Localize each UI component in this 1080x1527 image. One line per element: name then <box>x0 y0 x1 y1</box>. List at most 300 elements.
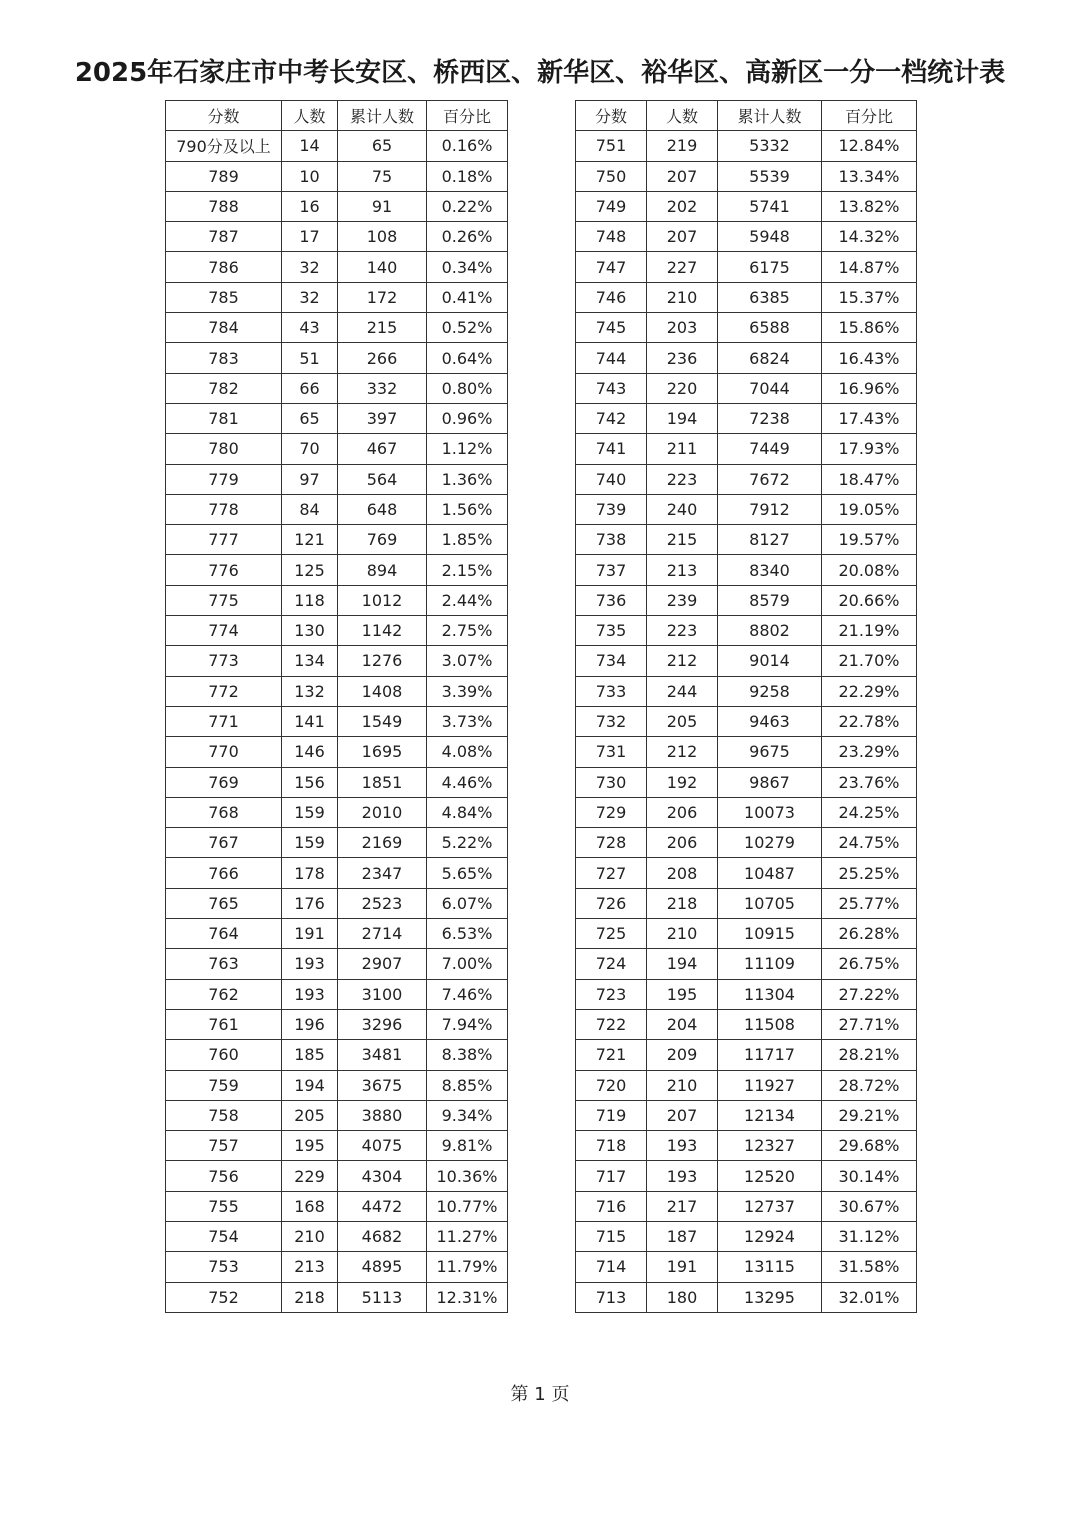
column-header-percent: 百分比 <box>427 101 508 131</box>
cell-score: 781 <box>166 403 282 433</box>
cell-cumulative: 8340 <box>718 555 822 585</box>
cell-score: 752 <box>166 1282 282 1312</box>
cell-score: 757 <box>166 1131 282 1161</box>
cell-count: 10 <box>282 161 338 191</box>
cell-count: 202 <box>647 191 718 221</box>
cell-score: 770 <box>166 737 282 767</box>
cell-percent: 21.70% <box>822 646 917 676</box>
cell-count: 212 <box>647 737 718 767</box>
cell-percent: 14.87% <box>822 252 917 282</box>
table-row <box>166 403 508 433</box>
cell-count: 146 <box>282 737 338 767</box>
cell-score: 749 <box>576 191 647 221</box>
cell-count: 193 <box>282 979 338 1009</box>
table-row <box>166 1252 508 1282</box>
cell-score: 766 <box>166 858 282 888</box>
cell-count: 121 <box>282 525 338 555</box>
cell-score: 733 <box>576 676 647 706</box>
cell-count: 229 <box>282 1161 338 1191</box>
cell-cumulative: 215 <box>338 313 427 343</box>
cell-percent: 9.81% <box>427 1131 508 1161</box>
cell-count: 212 <box>647 646 718 676</box>
cell-percent: 12.31% <box>427 1282 508 1312</box>
cell-score: 746 <box>576 282 647 312</box>
table-row <box>166 706 508 736</box>
cell-cumulative: 8579 <box>718 585 822 615</box>
cell-count: 239 <box>647 585 718 615</box>
cell-count: 227 <box>647 252 718 282</box>
table-row <box>166 919 508 949</box>
table-row <box>576 737 917 767</box>
column-header-cumulative: 累计人数 <box>338 101 427 131</box>
cell-count: 134 <box>282 646 338 676</box>
cell-cumulative: 2169 <box>338 828 427 858</box>
table-row <box>166 464 508 494</box>
table-row <box>166 161 508 191</box>
cell-percent: 1.36% <box>427 464 508 494</box>
cell-count: 218 <box>282 1282 338 1312</box>
table-body-right <box>576 131 917 1313</box>
score-table-right <box>575 100 917 1313</box>
cell-cumulative: 467 <box>338 434 427 464</box>
cell-cumulative: 13295 <box>718 1282 822 1312</box>
table-row <box>576 1009 917 1039</box>
cell-score: 780 <box>166 434 282 464</box>
cell-percent: 6.53% <box>427 919 508 949</box>
cell-score: 758 <box>166 1100 282 1130</box>
cell-percent: 28.21% <box>822 1040 917 1070</box>
cell-score: 787 <box>166 222 282 252</box>
table-row <box>166 343 508 373</box>
cell-percent: 6.07% <box>427 888 508 918</box>
cell-score: 790分及以上 <box>166 131 282 161</box>
table-row <box>576 706 917 736</box>
cell-cumulative: 7238 <box>718 403 822 433</box>
cell-count: 219 <box>647 131 718 161</box>
cell-score: 742 <box>576 403 647 433</box>
table-row <box>576 434 917 464</box>
cell-score: 734 <box>576 646 647 676</box>
table-row <box>166 1221 508 1251</box>
cell-cumulative: 7044 <box>718 373 822 403</box>
cell-percent: 15.37% <box>822 282 917 312</box>
cell-count: 32 <box>282 252 338 282</box>
cell-count: 168 <box>282 1191 338 1221</box>
cell-count: 70 <box>282 434 338 464</box>
cell-percent: 26.28% <box>822 919 917 949</box>
cell-score: 751 <box>576 131 647 161</box>
table-row <box>166 979 508 1009</box>
cell-cumulative: 12924 <box>718 1221 822 1251</box>
cell-count: 176 <box>282 888 338 918</box>
table-row <box>166 616 508 646</box>
cell-count: 32 <box>282 282 338 312</box>
cell-count: 236 <box>647 343 718 373</box>
cell-score: 783 <box>166 343 282 373</box>
cell-cumulative: 2523 <box>338 888 427 918</box>
cell-percent: 21.19% <box>822 616 917 646</box>
table-row <box>576 828 917 858</box>
table-row <box>576 949 917 979</box>
table-row <box>576 888 917 918</box>
cell-score: 765 <box>166 888 282 918</box>
cell-count: 204 <box>647 1009 718 1039</box>
cell-score: 748 <box>576 222 647 252</box>
cell-cumulative: 769 <box>338 525 427 555</box>
table-row <box>576 1161 917 1191</box>
cell-count: 223 <box>647 616 718 646</box>
table-row <box>166 252 508 282</box>
cell-percent: 8.38% <box>427 1040 508 1070</box>
cell-cumulative: 3880 <box>338 1100 427 1130</box>
cell-percent: 28.72% <box>822 1070 917 1100</box>
cell-score: 764 <box>166 919 282 949</box>
cell-cumulative: 2714 <box>338 919 427 949</box>
table-row <box>166 585 508 615</box>
table-row <box>576 858 917 888</box>
cell-cumulative: 4895 <box>338 1252 427 1282</box>
cell-score: 776 <box>166 555 282 585</box>
cell-score: 715 <box>576 1221 647 1251</box>
cell-cumulative: 1142 <box>338 616 427 646</box>
cell-count: 191 <box>647 1252 718 1282</box>
cell-score: 777 <box>166 525 282 555</box>
cell-percent: 11.79% <box>427 1252 508 1282</box>
cell-cumulative: 10487 <box>718 858 822 888</box>
cell-percent: 11.27% <box>427 1221 508 1251</box>
cell-count: 240 <box>647 494 718 524</box>
cell-percent: 4.84% <box>427 797 508 827</box>
cell-score: 738 <box>576 525 647 555</box>
cell-count: 65 <box>282 403 338 433</box>
cell-percent: 5.65% <box>427 858 508 888</box>
cell-cumulative: 1012 <box>338 585 427 615</box>
cell-score: 763 <box>166 949 282 979</box>
cell-cumulative: 12134 <box>718 1100 822 1130</box>
table-row <box>576 919 917 949</box>
cell-percent: 20.08% <box>822 555 917 585</box>
cell-score: 743 <box>576 373 647 403</box>
cell-count: 205 <box>282 1100 338 1130</box>
cell-cumulative: 9867 <box>718 767 822 797</box>
cell-percent: 7.00% <box>427 949 508 979</box>
cell-score: 725 <box>576 919 647 949</box>
cell-count: 193 <box>282 949 338 979</box>
cell-percent: 7.94% <box>427 1009 508 1039</box>
cell-percent: 13.34% <box>822 161 917 191</box>
cell-cumulative: 266 <box>338 343 427 373</box>
cell-count: 217 <box>647 1191 718 1221</box>
column-header-score: 分数 <box>576 101 647 131</box>
table-row <box>166 1161 508 1191</box>
cell-percent: 7.46% <box>427 979 508 1009</box>
cell-count: 210 <box>647 282 718 312</box>
cell-percent: 8.85% <box>427 1070 508 1100</box>
cell-cumulative: 9014 <box>718 646 822 676</box>
cell-score: 731 <box>576 737 647 767</box>
cell-percent: 24.75% <box>822 828 917 858</box>
cell-count: 156 <box>282 767 338 797</box>
cell-percent: 30.14% <box>822 1161 917 1191</box>
cell-cumulative: 10073 <box>718 797 822 827</box>
cell-count: 207 <box>647 161 718 191</box>
cell-cumulative: 12327 <box>718 1131 822 1161</box>
cell-percent: 31.12% <box>822 1221 917 1251</box>
cell-score: 775 <box>166 585 282 615</box>
cell-count: 130 <box>282 616 338 646</box>
table-row <box>576 131 917 161</box>
cell-percent: 0.96% <box>427 403 508 433</box>
cell-score: 729 <box>576 797 647 827</box>
cell-count: 191 <box>282 919 338 949</box>
cell-percent: 1.12% <box>427 434 508 464</box>
cell-score: 762 <box>166 979 282 1009</box>
cell-score: 717 <box>576 1161 647 1191</box>
cell-cumulative: 65 <box>338 131 427 161</box>
table-row <box>166 1070 508 1100</box>
cell-score: 771 <box>166 706 282 736</box>
cell-percent: 17.93% <box>822 434 917 464</box>
cell-count: 66 <box>282 373 338 403</box>
cell-cumulative: 9258 <box>718 676 822 706</box>
cell-cumulative: 3481 <box>338 1040 427 1070</box>
cell-count: 205 <box>647 706 718 736</box>
column-header-percent: 百分比 <box>822 101 917 131</box>
cell-cumulative: 11717 <box>718 1040 822 1070</box>
cell-percent: 10.36% <box>427 1161 508 1191</box>
cell-percent: 4.46% <box>427 767 508 797</box>
cell-count: 125 <box>282 555 338 585</box>
table-row <box>576 555 917 585</box>
cell-count: 207 <box>647 222 718 252</box>
table-row <box>166 525 508 555</box>
table-row <box>576 191 917 221</box>
cell-percent: 12.84% <box>822 131 917 161</box>
table-row <box>576 1191 917 1221</box>
cell-score: 737 <box>576 555 647 585</box>
cell-score: 760 <box>166 1040 282 1070</box>
cell-cumulative: 9675 <box>718 737 822 767</box>
cell-cumulative: 3675 <box>338 1070 427 1100</box>
cell-count: 132 <box>282 676 338 706</box>
cell-score: 750 <box>576 161 647 191</box>
table-row <box>576 403 917 433</box>
cell-score: 735 <box>576 616 647 646</box>
cell-score: 720 <box>576 1070 647 1100</box>
cell-score: 769 <box>166 767 282 797</box>
cell-percent: 23.29% <box>822 737 917 767</box>
table-row <box>166 555 508 585</box>
table-row <box>166 1009 508 1039</box>
cell-cumulative: 332 <box>338 373 427 403</box>
cell-percent: 0.64% <box>427 343 508 373</box>
table-row <box>576 979 917 1009</box>
cell-count: 220 <box>647 373 718 403</box>
cell-score: 723 <box>576 979 647 1009</box>
cell-count: 215 <box>647 525 718 555</box>
cell-score: 716 <box>576 1191 647 1221</box>
cell-percent: 18.47% <box>822 464 917 494</box>
cell-count: 206 <box>647 828 718 858</box>
cell-percent: 2.75% <box>427 616 508 646</box>
cell-score: 724 <box>576 949 647 979</box>
cell-score: 721 <box>576 1040 647 1070</box>
cell-percent: 0.22% <box>427 191 508 221</box>
cell-count: 193 <box>647 1161 718 1191</box>
table-row <box>166 1131 508 1161</box>
cell-cumulative: 4682 <box>338 1221 427 1251</box>
cell-cumulative: 1549 <box>338 706 427 736</box>
cell-cumulative: 6385 <box>718 282 822 312</box>
cell-score: 730 <box>576 767 647 797</box>
cell-cumulative: 11109 <box>718 949 822 979</box>
table-row <box>166 191 508 221</box>
cell-count: 206 <box>647 797 718 827</box>
cell-cumulative: 6588 <box>718 313 822 343</box>
table-row <box>576 1221 917 1251</box>
cell-percent: 16.43% <box>822 343 917 373</box>
cell-cumulative: 7449 <box>718 434 822 464</box>
cell-percent: 3.73% <box>427 706 508 736</box>
cell-percent: 2.15% <box>427 555 508 585</box>
table-row <box>576 494 917 524</box>
cell-score: 778 <box>166 494 282 524</box>
cell-score: 754 <box>166 1221 282 1251</box>
cell-count: 141 <box>282 706 338 736</box>
table-row <box>576 616 917 646</box>
cell-percent: 13.82% <box>822 191 917 221</box>
cell-count: 187 <box>647 1221 718 1251</box>
column-header-count: 人数 <box>647 101 718 131</box>
cell-count: 207 <box>647 1100 718 1130</box>
cell-percent: 1.56% <box>427 494 508 524</box>
cell-count: 51 <box>282 343 338 373</box>
cell-count: 14 <box>282 131 338 161</box>
table-row <box>166 828 508 858</box>
table-row <box>576 1070 917 1100</box>
cell-count: 17 <box>282 222 338 252</box>
cell-percent: 1.85% <box>427 525 508 555</box>
table-row <box>576 1100 917 1130</box>
cell-score: 772 <box>166 676 282 706</box>
cell-cumulative: 8802 <box>718 616 822 646</box>
cell-cumulative: 6824 <box>718 343 822 373</box>
cell-score: 736 <box>576 585 647 615</box>
table-row <box>166 1282 508 1312</box>
cell-cumulative: 13115 <box>718 1252 822 1282</box>
cell-cumulative: 2907 <box>338 949 427 979</box>
cell-score: 741 <box>576 434 647 464</box>
table-row <box>166 1040 508 1070</box>
cell-cumulative: 5113 <box>338 1282 427 1312</box>
table-row <box>576 525 917 555</box>
cell-cumulative: 91 <box>338 191 427 221</box>
cell-cumulative: 3100 <box>338 979 427 1009</box>
cell-percent: 9.34% <box>427 1100 508 1130</box>
table-row <box>166 646 508 676</box>
cell-count: 210 <box>647 919 718 949</box>
cell-percent: 0.52% <box>427 313 508 343</box>
cell-score: 739 <box>576 494 647 524</box>
table-row <box>576 797 917 827</box>
cell-score: 745 <box>576 313 647 343</box>
cell-count: 213 <box>647 555 718 585</box>
cell-percent: 27.71% <box>822 1009 917 1039</box>
cell-score: 747 <box>576 252 647 282</box>
cell-cumulative: 1695 <box>338 737 427 767</box>
cell-score: 713 <box>576 1282 647 1312</box>
cell-count: 195 <box>647 979 718 1009</box>
cell-count: 180 <box>647 1282 718 1312</box>
cell-percent: 29.68% <box>822 1131 917 1161</box>
cell-cumulative: 397 <box>338 403 427 433</box>
cell-count: 194 <box>282 1070 338 1100</box>
cell-percent: 0.16% <box>427 131 508 161</box>
table-row <box>166 494 508 524</box>
table-body-left <box>166 131 508 1313</box>
cell-cumulative: 4304 <box>338 1161 427 1191</box>
cell-percent: 3.07% <box>427 646 508 676</box>
cell-percent: 22.78% <box>822 706 917 736</box>
cell-percent: 0.41% <box>427 282 508 312</box>
cell-score: 722 <box>576 1009 647 1039</box>
cell-cumulative: 4472 <box>338 1191 427 1221</box>
cell-score: 761 <box>166 1009 282 1039</box>
cell-score: 718 <box>576 1131 647 1161</box>
cell-score: 773 <box>166 646 282 676</box>
cell-cumulative: 2347 <box>338 858 427 888</box>
table-row <box>576 585 917 615</box>
cell-count: 194 <box>647 403 718 433</box>
cell-percent: 26.75% <box>822 949 917 979</box>
table-row <box>166 797 508 827</box>
score-table-left <box>165 100 508 1313</box>
cell-count: 43 <box>282 313 338 343</box>
table-row <box>576 1131 917 1161</box>
cell-score: 785 <box>166 282 282 312</box>
cell-cumulative: 10705 <box>718 888 822 918</box>
table-row <box>166 949 508 979</box>
cell-count: 218 <box>647 888 718 918</box>
table-row <box>166 888 508 918</box>
table-row <box>576 676 917 706</box>
cell-score: 719 <box>576 1100 647 1130</box>
cell-count: 213 <box>282 1252 338 1282</box>
cell-score: 727 <box>576 858 647 888</box>
cell-count: 159 <box>282 797 338 827</box>
cell-count: 16 <box>282 191 338 221</box>
cell-percent: 20.66% <box>822 585 917 615</box>
cell-cumulative: 6175 <box>718 252 822 282</box>
cell-cumulative: 11508 <box>718 1009 822 1039</box>
cell-cumulative: 108 <box>338 222 427 252</box>
cell-score: 782 <box>166 373 282 403</box>
cell-score: 726 <box>576 888 647 918</box>
cell-percent: 31.58% <box>822 1252 917 1282</box>
cell-cumulative: 75 <box>338 161 427 191</box>
cell-score: 767 <box>166 828 282 858</box>
table-row <box>576 282 917 312</box>
table-row <box>166 222 508 252</box>
cell-count: 185 <box>282 1040 338 1070</box>
column-header-score: 分数 <box>166 101 282 131</box>
cell-cumulative: 1851 <box>338 767 427 797</box>
table-row <box>576 646 917 676</box>
cell-cumulative: 10915 <box>718 919 822 949</box>
cell-count: 195 <box>282 1131 338 1161</box>
cell-cumulative: 10279 <box>718 828 822 858</box>
cell-cumulative: 7912 <box>718 494 822 524</box>
